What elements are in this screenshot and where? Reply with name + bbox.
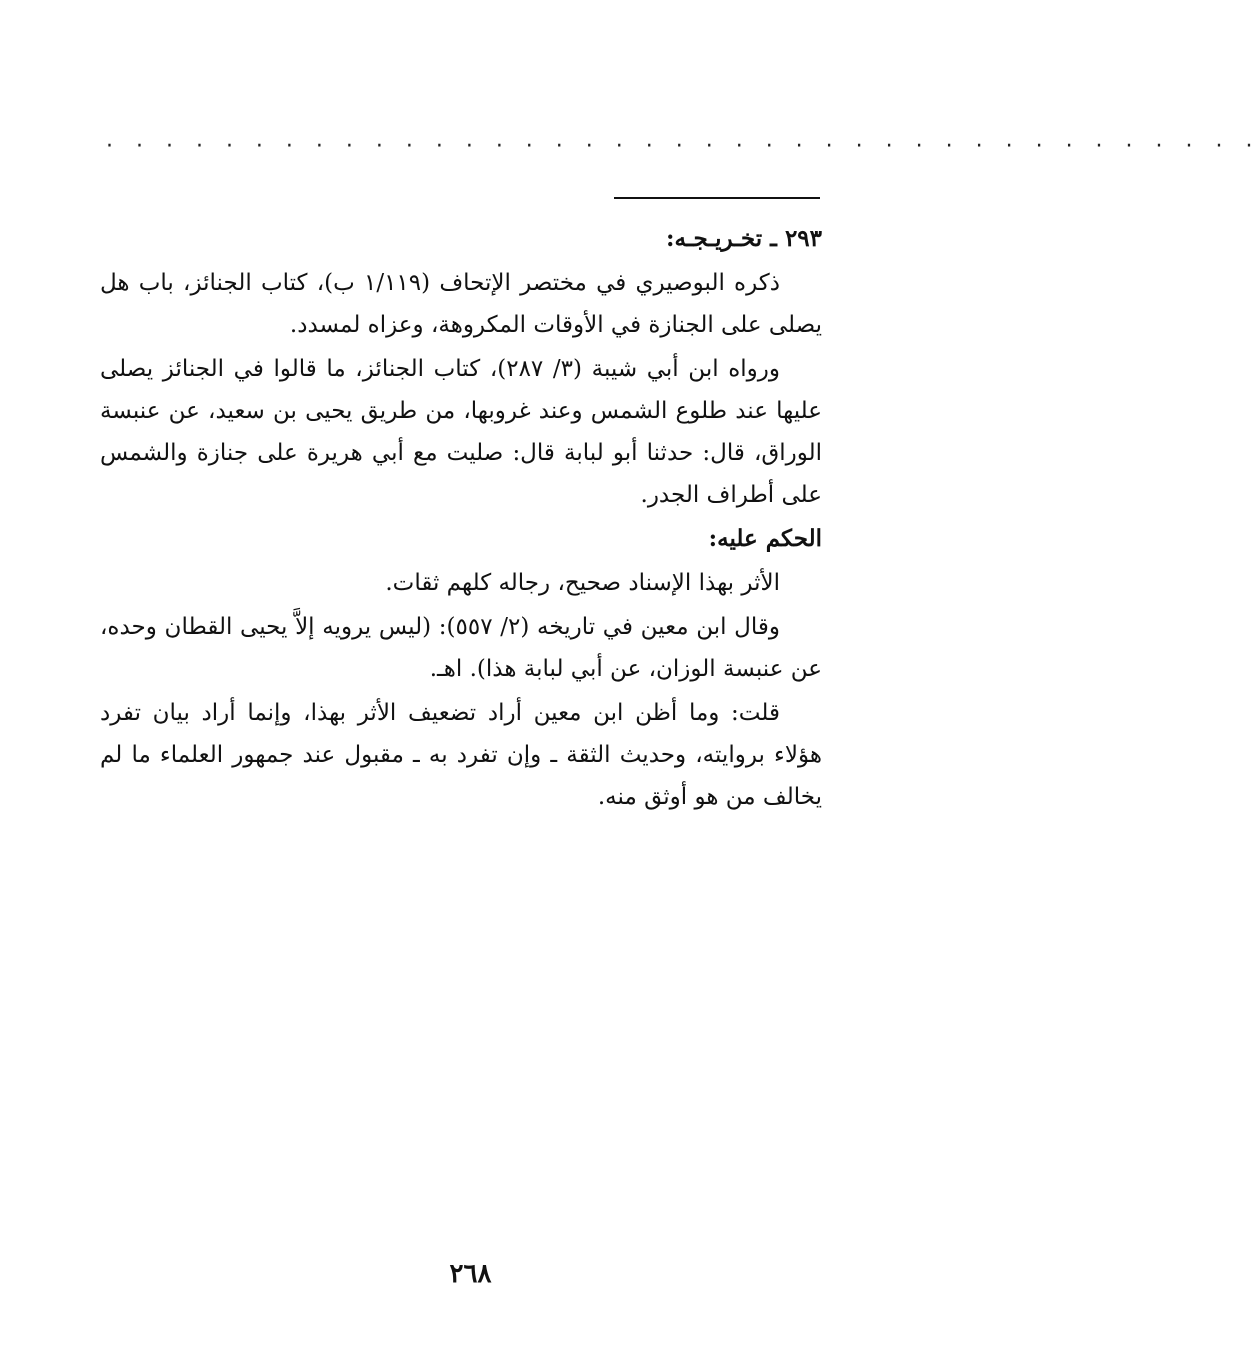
hukm-paragraph-1: الأثر بهذا الإسناد صحيح، رجاله كلهم ثقات.: [385, 570, 780, 596]
takhrij-heading: ٢٩٣ ـ تخـريـجـه:: [665, 225, 822, 252]
separator-dots: · · · · · · · · · · · · · · · · · · · · · · · · · · · · · · · · · · · · · · ·: [106, 134, 1260, 159]
hukm-paragraph-2: وقال ابن معين في تاريخه (٢/ ٥٥٧): (ليس يرويه إلاَّ يحيى القطان وحده، عن عنبسة الوزان، عن أبي لبابة هذا). اهـ.: [100, 614, 822, 682]
hukm-heading: الحكم عليه:: [708, 525, 822, 552]
hukm-paragraph-3: قلت: وما أظن ابن معين أراد تضعيف الأثر بهذا، وإنما أراد بيان تفرد هؤلاء بروايته، وحديث الثقة ـ وإن تفرد به ـ مقبول عند جمهور العلماء ما لم يخالف من هو أوثق منه.: [100, 700, 822, 810]
takhrij-paragraph-2: ورواه ابن أبي شيبة (٣/ ٢٨٧)، كتاب الجنائز، ما قالوا في الجنائز يصلى عليها عند طلوع الشمس وعند غروبها، من طريق يحيى بن سعيد، عن عنبسة الوراق، قال: حدثنا أبو لبابة قال: صليت مع أبي هريرة على جنازة والشمس على أطراف الجدر.: [100, 356, 822, 508]
footnote-rule: [614, 197, 820, 199]
page-content: [100, 218, 822, 820]
takhrij-paragraph-1: ذكره البوصيري في مختصر الإتحاف (١/١١٩ ب)، كتاب الجنائز، باب هل يصلى على الجنازة في الأوقات المكروهة، وعزاه لمسدد.: [100, 270, 822, 338]
page-number: ٢٦٨: [449, 1259, 492, 1289]
